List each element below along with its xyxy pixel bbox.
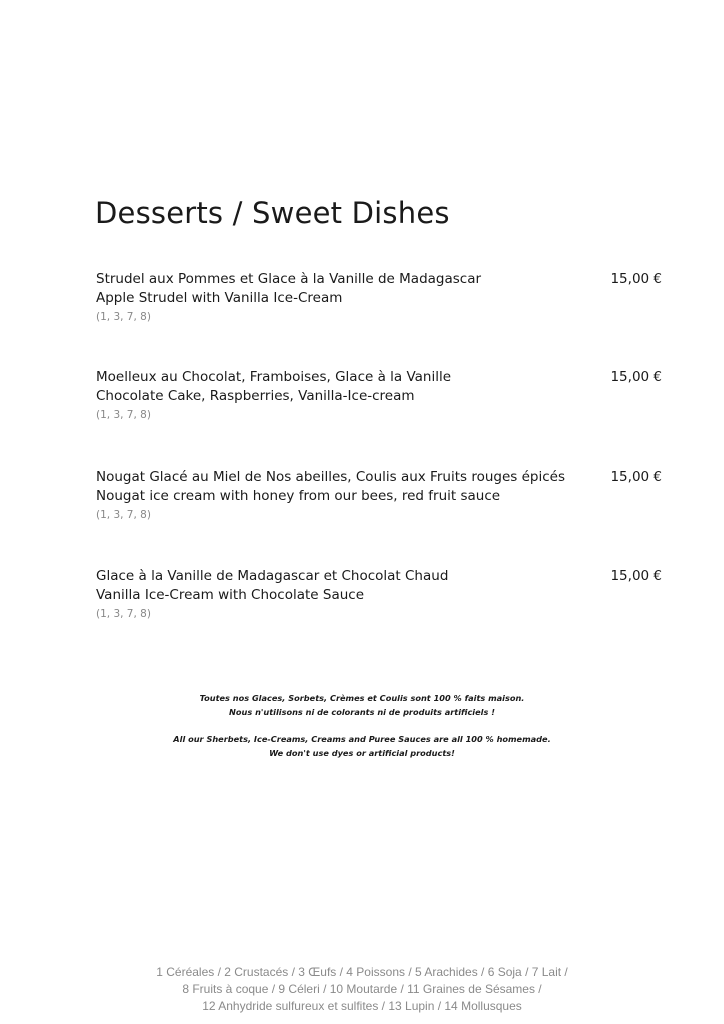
menu-item (96, 567, 662, 622)
item-allergens: (1, 3, 7, 8) (96, 509, 151, 521)
note-fr-line-2: Nous n'utilisons ni de colorants ni de produits artificiels ! (229, 707, 495, 717)
menu-item (96, 270, 662, 325)
item-price: 15,00 € (610, 271, 662, 287)
item-name-fr: Moelleux au Chocolat, Framboises, Glace à la Vanille (96, 369, 452, 385)
allergen-legend-line-3: 12 Anhydride sulfureux et sulfites / 13 Lupin / 14 Mollusques (202, 999, 522, 1013)
menu-item (96, 368, 662, 423)
item-name-en: Chocolate Cake, Raspberries, Vanilla-Ice-cream (96, 388, 415, 404)
item-allergens: (1, 3, 7, 8) (96, 311, 151, 323)
item-name-en: Nougat ice cream with honey from our bees, red fruit sauce (96, 488, 501, 504)
homemade-note-en (0, 732, 724, 760)
allergen-legend (0, 964, 724, 1015)
item-allergens: (1, 3, 7, 8) (96, 608, 151, 620)
allergen-legend-line-1: 1 Céréales / 2 Crustacés / 3 Œufs / 4 Poissons / 5 Arachides / 6 Soja / 7 Lait / (156, 965, 568, 979)
page-title: Desserts / Sweet Dishes (95, 196, 450, 230)
item-name-fr: Nougat Glacé au Miel de Nos abeilles, Coulis aux Fruits rouges épicés (96, 469, 565, 485)
allergen-legend-line-2: 8 Fruits à coque / 9 Céleri / 10 Moutarde / 11 Graines de Sésames / (182, 982, 542, 996)
note-fr-line-1: Toutes nos Glaces, Sorbets, Crèmes et Coulis sont 100 % faits maison. (199, 693, 525, 703)
menu-item (96, 468, 662, 523)
item-price: 15,00 € (610, 469, 662, 485)
note-en-line-2: We don't use dyes or artificial products! (269, 748, 455, 758)
item-name-fr: Glace à la Vanille de Madagascar et Chocolat Chaud (96, 568, 449, 584)
item-price: 15,00 € (610, 568, 662, 584)
item-price: 15,00 € (610, 369, 662, 385)
homemade-note-fr (0, 691, 724, 719)
item-allergens: (1, 3, 7, 8) (96, 409, 151, 421)
item-name-en: Apple Strudel with Vanilla Ice-Cream (96, 290, 343, 306)
item-name-en: Vanilla Ice-Cream with Chocolate Sauce (96, 587, 365, 603)
note-en-line-1: All our Sherbets, Ice-Creams, Creams and Puree Sauces are all 100 % homemade. (173, 734, 551, 744)
item-name-fr: Strudel aux Pommes et Glace à la Vanille de Madagascar (96, 271, 482, 287)
